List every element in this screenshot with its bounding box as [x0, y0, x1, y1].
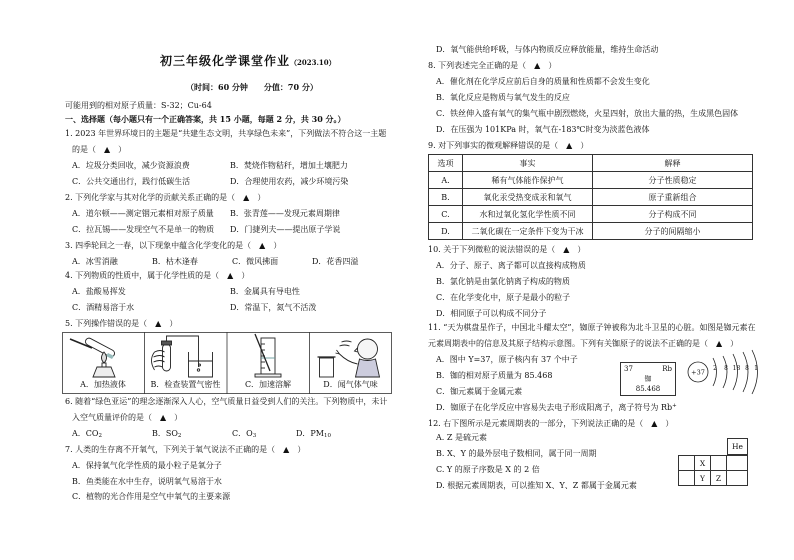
figure-b-airtightness-check	[152, 336, 213, 377]
figure-d-smelling-gas	[318, 339, 380, 377]
q12-stem: 12. 右下图所示是元素周期表的一部分，下列说法正确的是（ ▲ ）	[428, 419, 674, 428]
q4-option-a: A．盐酸易挥发	[72, 287, 126, 296]
q3-option-a: A．冰雪消融	[72, 257, 118, 266]
q3-option-c: C．微风拂面	[232, 257, 279, 266]
periodic-cell-empty	[727, 456, 748, 471]
shell-electron-count: 8	[724, 365, 728, 372]
q5-figure-label-b: B．检查装置气密性	[150, 380, 221, 389]
q1-option-d: D．合理使用农药，减少环境污染	[230, 177, 349, 186]
q4-stem: 4. 下列物质的性质中，属于化学性质的是（ ▲ ）	[65, 271, 250, 280]
q10-stem: 10. 关于下列微粒的说法错误的是（ ▲ ）	[428, 245, 586, 254]
lamp-neck	[102, 363, 106, 367]
table-cell-option: D.	[429, 223, 463, 240]
q2-option-c: C．拉瓦锡——发现空气不是单一的物质	[72, 225, 215, 234]
q2-option-d: D．门捷列夫——提出原子学说	[230, 225, 341, 234]
table-row	[429, 172, 753, 189]
q5-figure-label-d: D．闻气体气味	[323, 380, 378, 389]
q6-option-a-text: A．CO	[72, 429, 99, 438]
glass-rod	[255, 334, 270, 371]
table-header-option: 选项	[429, 155, 463, 172]
table-row	[429, 189, 753, 206]
q10-option-a: A．分子、原子、离子都可以直接构成物质	[436, 261, 586, 270]
nucleus-charge: +37	[691, 368, 705, 377]
table-cell-explanation: 分子构成不同	[593, 206, 753, 223]
bubble	[199, 364, 201, 366]
figure-a-heating-liquid	[70, 337, 116, 377]
q10-option-c: C．在化学变化中，原子是最小的粒子	[436, 293, 571, 302]
shell-electron-count: 1	[754, 365, 758, 372]
q11-option-a: A．图中 Y=37，原子核内有 37 个中子	[436, 355, 578, 364]
q1-stem-line-2: 的是（ ▲ ）	[72, 145, 127, 154]
q1-option-c: C．公共交通出行，践行低碳生活	[72, 177, 191, 186]
q10-option-b: B．氯化钠是由氯化钠离子构成的物质	[436, 277, 570, 286]
electron-shell	[752, 350, 758, 394]
q8-stem: 8. 下列表述完全正确的是（ ▲ ）	[428, 61, 557, 70]
q11-option-b: B．铷的相对原子质量为 85.468	[436, 371, 553, 380]
q6-option-b-text: B．SO	[152, 429, 178, 438]
q3-option-d: D．花香四溢	[312, 257, 359, 266]
person-face	[355, 348, 358, 352]
electron-shell	[723, 356, 727, 388]
q1-stem-line-1: 1. 2023 年世界环境日的主题是“共建生态文明，共享绿色未来”，下列做法不符合这一主题	[65, 129, 387, 138]
element-atomic-mass: 85.468	[635, 385, 661, 393]
q8-option-b: B．氧化反应是物质与氧气发生的反应	[436, 93, 570, 102]
q5-figure-label-c: C．加速溶解	[244, 380, 292, 389]
q4-option-b: B．金属具有导电性	[230, 287, 300, 296]
table-header-explanation: 解释	[593, 155, 753, 172]
table-cell-fact: 稀有气体能作保护气	[463, 172, 593, 189]
q6-option-d-text: D．PM	[296, 429, 324, 438]
test-tube-holder	[70, 339, 92, 348]
q9-facts-table	[428, 154, 753, 240]
q3-option-b: B．枯木逢春	[152, 257, 198, 266]
q8-option-a: A．催化剂在化学反应前后自身的质量和性质都不会发生变化	[436, 77, 650, 86]
q5-figure-label-a: A．加热液体	[80, 380, 126, 389]
q1-option-a: A．垃圾分类回收，减少资源浪费	[72, 161, 190, 170]
q6-stem-line-2: 入空气质量评价的是（ ▲ ）	[72, 413, 183, 422]
lamp-flame	[102, 352, 107, 363]
q4-option-c: C．酒精易溶于水	[72, 303, 135, 312]
table-row	[429, 223, 753, 240]
q7-option-d: D．氧气能供给呼吸，与体内物质反应释放能量，维持生命活动	[436, 45, 659, 54]
q8-option-c: C．铁丝伸入盛有氧气的集气瓶中剧烈燃烧，火星四射，放出大量的热，生成黑色固体	[436, 109, 739, 118]
periodic-cell-empty	[679, 471, 695, 486]
q11-option-d-charge: +	[672, 403, 677, 409]
table-cell-explanation: 分子性质稳定	[593, 172, 753, 189]
periodic-table-fragment	[678, 455, 748, 486]
tube-liquid	[106, 353, 114, 359]
periodic-cell-he: He	[727, 438, 748, 455]
q2-stem: 2. 下列化学家与其对化学的贡献关系正确的是（ ▲ ）	[65, 193, 266, 202]
q6-option-c	[232, 428, 256, 440]
table-cell-explanation: 原子重新组合	[593, 189, 753, 206]
person-head	[358, 339, 378, 359]
right-column	[420, 0, 794, 560]
electron-shell	[713, 358, 717, 386]
q10-option-d: D．相同原子可以构成不同分子	[436, 309, 547, 318]
q11-option-d-text: D．铷原子在化学反应中容易失去电子形成阳离子，离子符号为 Rb	[436, 403, 673, 412]
q7-option-b: B．鱼类能在水中生存，说明氧气易溶于水	[72, 477, 222, 486]
q3-stem: 3. 四季轮回之一春，以下现象中蕴含化学变化的是（ ▲ ）	[65, 241, 282, 250]
q6-option-d	[296, 428, 331, 440]
element-atomic-number: 37	[624, 365, 633, 373]
electron-shell	[733, 354, 738, 390]
q12-option-d: D. 根据元素周期表，可以推知 X、Y、Z 都属于金属元素	[436, 481, 637, 490]
element-symbol: Rb	[662, 365, 672, 373]
rubidium-atomic-structure	[686, 348, 762, 396]
title-date: （2023.10）	[290, 58, 336, 67]
q8-option-d: D．在压强为 101KPa 时，氧气在-183℃时变为淡蓝色液体	[436, 125, 650, 134]
page-title	[160, 53, 336, 71]
q4-option-d: D．常温下，氮气不活泼	[230, 303, 317, 312]
table-cell-option: C.	[429, 206, 463, 223]
element-name: 铷	[644, 375, 652, 383]
exam-subtitle: （时间：60 分钟 分值：70 分）	[186, 82, 318, 92]
fanning-hand	[336, 350, 358, 364]
q6-option-b-subscript: 2	[177, 433, 182, 439]
shell-electron-count: 8	[745, 365, 749, 372]
shell-electron-count: 18	[732, 365, 741, 372]
periodic-cell-empty	[679, 456, 695, 471]
periodic-cell-z: Z	[711, 471, 727, 486]
q6-option-b	[152, 428, 181, 440]
person-body	[356, 359, 380, 377]
q11-stem-line-1: 11. “天为棋盘星作子，中国北斗耀太空”，铷原子钟被称为北斗卫星的心脏。如图是铷元素在	[428, 323, 756, 332]
q6-option-a	[72, 428, 102, 440]
periodic-cell-y: Y	[695, 471, 711, 486]
table-cell-option: B.	[429, 189, 463, 206]
q5-stem: 5. 下列操作错误的是（ ▲ ）	[65, 319, 178, 328]
table-cell-option: A.	[429, 172, 463, 189]
cylinder-base	[255, 374, 281, 377]
airflow-lines	[340, 341, 352, 346]
title-text: 初三年级化学课堂作业	[160, 54, 291, 68]
q12-option-c: C. Y 的原子序数是 X 的 2 倍	[436, 465, 540, 474]
q11-option-c: C．铷元素属于金属元素	[436, 387, 523, 396]
alcohol-lamp	[93, 367, 115, 377]
periodic-row	[679, 471, 748, 486]
q12-option-b: B. X、Y 的最外层电子数相同，属于同一周期	[436, 449, 597, 458]
q9-stem: 9. 对下列事实的微观解释错误的是（ ▲ ）	[428, 141, 589, 150]
rubber-stopper	[162, 341, 172, 345]
table-header-fact: 事实	[463, 155, 593, 172]
q12-option-a: A. Z 是硫元素	[436, 433, 487, 442]
q7-stem: 7. 人类的生存离不开氧气，下列关于氧气说法不正确的是（ ▲ ）	[65, 445, 306, 454]
q6-option-d-subscript: 10	[324, 433, 331, 439]
gas-jar	[320, 358, 334, 377]
periodic-cell-empty	[727, 471, 748, 486]
section-heading: 一、选择题（每小题只有一个正确答案，共 15 小题，每题 2 分，共 30 分。）	[65, 114, 346, 124]
q6-stem-line-1: 6. 随着“绿色亚运”的理念逐渐深入人心，空气质量日益受到人们的关注。下列物质中，未计	[65, 397, 388, 406]
q2-option-b: B．张青莲——发现元素周期律	[230, 209, 340, 218]
periodic-row	[679, 456, 748, 471]
atomic-mass-info: 可能用到的相对原子质量：S-32；Cu-64	[65, 101, 212, 110]
q11-stem-line-2: 元素周期表中的信息及其原子结构示意图。下列有关铷原子的说法不正确的是（ ▲ ）	[428, 339, 739, 348]
table-cell-fact: 氧化汞受热变成汞和氧气	[463, 189, 593, 206]
periodic-cell-empty	[711, 456, 727, 471]
electron-shell	[743, 352, 748, 392]
table-cell-fact: 二氧化碳在一定条件下变为干冰	[463, 223, 593, 240]
q7-option-a: A．保持氧气化学性质的最小粒子是氧分子	[72, 461, 222, 470]
q7-option-c: C．植物的光合作用是空气中氧气的主要来源	[72, 492, 231, 501]
q1-option-b: B．焚烧作物秸秆，增加土壤肥力	[230, 161, 348, 170]
test-tube	[163, 344, 171, 371]
q6-option-a-subscript: 2	[98, 433, 102, 439]
q11-option-d	[436, 402, 677, 414]
periodic-cell-x: X	[695, 456, 711, 471]
q6-option-c-subscript: 3	[252, 433, 257, 439]
bubble	[197, 369, 199, 371]
table-header-row	[429, 155, 753, 172]
table-cell-explanation: 分子的间隔缩小	[593, 223, 753, 240]
q6-option-c-text: C．O	[232, 429, 253, 438]
table-cell-fact: 水和过氧化氢化学性质不同	[463, 206, 593, 223]
q2-option-a: A．道尔顿——测定铟元素相对原子质量	[72, 209, 214, 218]
figure-c-dissolving	[255, 334, 281, 377]
table-row	[429, 206, 753, 223]
shell-electron-count: 2	[713, 365, 717, 372]
rubidium-element-cell	[620, 362, 676, 396]
